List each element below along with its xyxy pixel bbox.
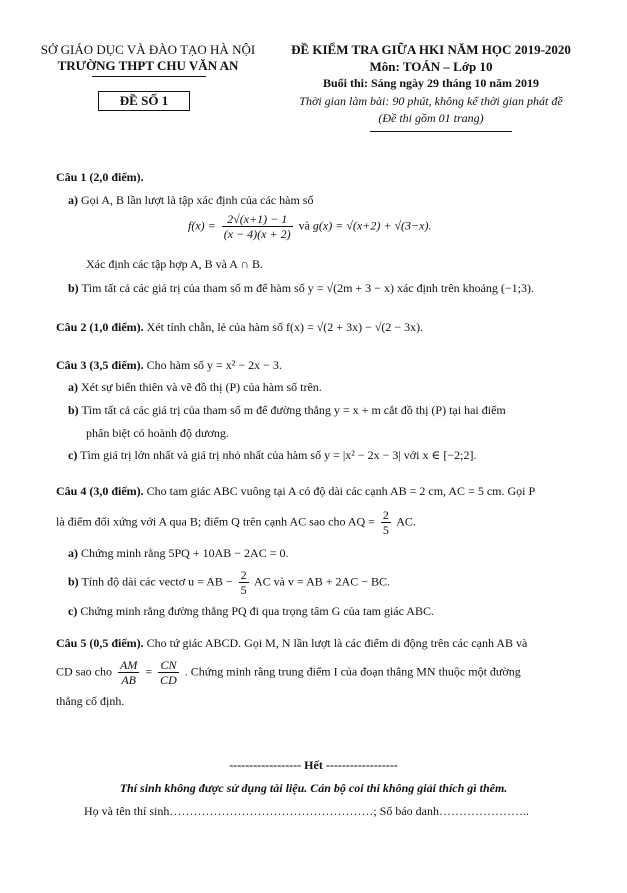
q5-text2-post: . Chứng minh rằng trung điểm I của đoạn thẳng MN thuộc một đường xyxy=(184,664,521,679)
q4b-label: b) xyxy=(68,574,79,589)
q1a xyxy=(68,193,313,208)
q2-text: Xét tính chẵn, lẻ của hàm số f(x) = √(2 + 3x) − √(2 − 3x). xyxy=(146,320,424,334)
q5-line2 xyxy=(56,658,521,687)
q3a-label: a) xyxy=(68,380,78,394)
q3c-label: c) xyxy=(68,448,78,462)
q5-label: Câu 5 (0,5 điểm). xyxy=(56,636,144,650)
q3a-text: Xét sự biến thiên và vẽ đồ thị (P) của hàm số trên. xyxy=(81,380,322,394)
q3b xyxy=(68,403,506,418)
q5 xyxy=(56,636,527,651)
q4-text2-pre: là điểm đối xứng với A qua B; điểm Q trên cạnh AC sao cho AQ = xyxy=(56,514,375,529)
q1-formula xyxy=(188,212,431,241)
q3-label: Câu 3 (3,5 điểm). xyxy=(56,358,144,372)
q1-formula-g: g(x) = √(x+2) + √(3−x). xyxy=(312,218,432,233)
q2 xyxy=(56,320,423,335)
header-rule-right xyxy=(370,131,512,132)
end-marker: ------------------ Hết ------------------ xyxy=(229,758,398,772)
q5-text2-pre: CD sao cho xyxy=(56,664,112,679)
q4 xyxy=(56,484,535,499)
q2-label: Câu 2 (1,0 điểm). xyxy=(56,320,144,334)
q4c-label: c) xyxy=(68,604,78,618)
q4a-text: Chứng minh rằng 5PQ + 10AB − 2AC = 0. xyxy=(81,546,289,560)
exam-subject: Môn: TOÁN – Lớp 10 xyxy=(369,59,493,74)
q1b xyxy=(68,281,534,296)
q4b-fraction xyxy=(239,568,249,597)
q4b-pre: Tính độ dài các vectơ u = AB − xyxy=(81,574,233,589)
q5-f2-num: CN xyxy=(158,658,179,673)
q3c-text: Tìm giá trị lớn nhất và giá trị nhỏ nhất của hàm số y = |x² − 2x − 3| với x ∈ [−2;2]. xyxy=(80,448,477,462)
q3a xyxy=(68,380,322,395)
q1b-label: b) xyxy=(68,281,79,295)
q3 xyxy=(56,358,282,373)
q4-frac-num: 2 xyxy=(382,508,389,522)
q5-text: Cho tứ giác ABCD. Gọi M, N lần lượt là các điểm di động trên các cạnh AB và xyxy=(146,636,528,650)
q4b xyxy=(68,568,390,597)
q1-formula-and: và xyxy=(298,218,310,233)
school-name: TRƯỜNG THPT CHU VĂN AN xyxy=(57,58,239,73)
exam-title: ĐỀ KIỂM TRA GIỮA HKI NĂM HỌC 2019-2020 xyxy=(291,42,571,57)
q4-text: Cho tam giác ABC vuông tại A có độ dài các cạnh AB = 2 cm, AC = 5 cm. Gọi P xyxy=(146,484,536,498)
q1b-text: Tìm tất cả các giá trị của tham số m để hàm số y = √(2m + 3 − x) xác định trên khoảng (−1;3). xyxy=(81,281,534,295)
q4c xyxy=(68,604,434,619)
q4-fraction xyxy=(381,508,391,537)
header-rule xyxy=(92,76,206,77)
q3b-label: b) xyxy=(68,403,79,417)
q1-formula-den: (x − 4)(x + 2) xyxy=(223,227,291,241)
q1a-text2: Xác định các tập hợp A, B và A ∩ B. xyxy=(86,257,263,271)
footer-note: Thí sinh không được sử dụng tài liệu. Cán bộ coi thi không giải thích gì thêm. xyxy=(119,781,508,795)
q4b-frac-num: 2 xyxy=(240,568,247,582)
exam-session: Buổi thi: Sáng ngày 29 tháng 10 năm 2019 xyxy=(322,76,540,90)
q4-text2-post: AC. xyxy=(396,514,416,529)
q1-formula-num: 2√(x+1) − 1 xyxy=(222,212,293,227)
q5-fraction-1 xyxy=(118,658,139,687)
q4b-post: AC và v = AB + 2AC − BC. xyxy=(254,574,390,589)
q4-line2 xyxy=(56,508,416,537)
department-name: SỞ GIÁO DỤC VÀ ĐÀO TẠO HÀ NỘI xyxy=(40,42,256,57)
exam-code: ĐỀ SỐ 1 xyxy=(119,93,169,108)
q5-f1-num: AM xyxy=(120,658,138,672)
q5-f1-den: AB xyxy=(121,673,136,687)
q4-label: Câu 4 (3,0 điểm). xyxy=(56,484,144,498)
q1-formula-fraction xyxy=(222,212,293,241)
q3c xyxy=(68,448,476,463)
candidate-info-line: Họ và tên thí sinh……………………………………………; Số báo danh………………….. xyxy=(84,804,529,818)
q3b-text2: phân biệt có hoành độ dương. xyxy=(86,426,229,440)
q1-formula-f: f(x) = xyxy=(188,218,216,233)
q1-label: Câu 1 (2,0 điểm). xyxy=(56,170,144,184)
q5-eq: = xyxy=(145,664,153,679)
q4b-frac-den: 5 xyxy=(240,583,247,597)
exam-pages: (Đề thi gồm 01 trang) xyxy=(378,111,484,125)
q4a xyxy=(68,546,288,561)
q5-fraction-2 xyxy=(158,658,179,687)
q3-text: Cho hàm số y = x² − 2x − 3. xyxy=(146,358,282,372)
q4a-label: a) xyxy=(68,546,78,560)
q4c-text: Chứng minh rằng đường thẳng PQ đi qua trọng tâm G của tam giác ABC. xyxy=(80,604,434,618)
q1a-text: Gọi A, B lần lượt là tập xác định của các hàm số xyxy=(81,193,314,207)
q4-frac-den: 5 xyxy=(382,523,389,537)
q1a-label: a) xyxy=(68,193,78,207)
q5-text3: thẳng cố định. xyxy=(56,694,125,708)
exam-time: Thời gian làm bài: 90 phút, không kể thời gian phát đề xyxy=(299,94,563,108)
q5-f2-den: CD xyxy=(160,673,177,687)
q3b-text: Tìm tất cả các giá trị của tham số m để đường thẳng y = x + m cắt đồ thị (P) tại hai điểm xyxy=(81,403,506,417)
